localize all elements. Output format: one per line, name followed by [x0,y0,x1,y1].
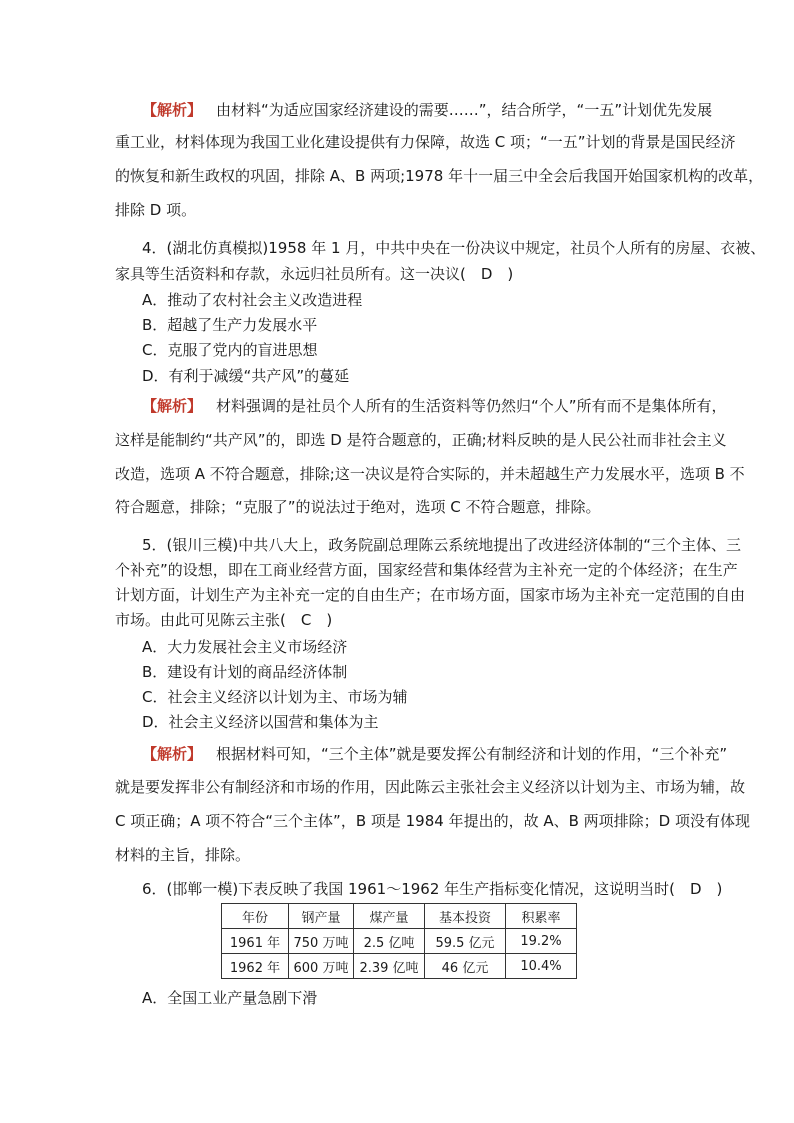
table-cell: 2.5 亿吨 [354,929,425,954]
analysis-4-line-4: 符合题意，排除；“克服了”的说法过于绝对，选项 C 不符合题意，排除。 [115,498,601,516]
analysis-5-line-2: 就是要发挥非公有制经济和市场的作用，因此陈云主张社会主义经济以计划为主、市场为辅，故 [115,778,746,796]
table-cell: 600 万吨 [289,954,354,979]
analysis-4-tag: 【解析】 [142,397,203,415]
question-5-stem-1: 5．(银川三模)中共八大上，政务院副总理陈云系统地提出了改进经济体制的“三个主体、三 [142,536,742,554]
analysis-5-line-1: 【解析】 根据材料可知，“三个主体”就是要发挥公有制经济和计划的作用，“三个补充” [142,745,728,763]
question-5-option-d: D．社会主义经济以国营和集体为主 [142,713,379,731]
table-cell: 2.39 亿吨 [354,954,425,979]
question-5-option-a: A．大力发展社会主义市场经济 [142,638,348,656]
question-6-option-a: A．全国工业产量急剧下滑 [142,989,318,1007]
table-header-cell: 基本投资 [425,904,506,929]
production-table [221,903,577,979]
question-6-stem: 6．(邯郸一模)下表反映了我国 1961～1962 年生产指标变化情况，这说明当时( D ) [142,880,723,898]
table-header-cell: 煤产量 [354,904,425,929]
analysis-3-line-3: 的恢复和新生政权的巩固，排除 A、B 两项;1978 年十一届三中全会后我国开始国家机构的改革， [115,167,764,185]
analysis-4-line-1: 【解析】 材料强调的是社员个人所有的生活资料等仍然归“个人”所有而不是集体所有， [142,397,727,415]
analysis-5-line-4: 材料的主旨，排除。 [115,846,251,864]
table-cell: 1961 年 [222,929,289,954]
question-4-option-b: B．超越了生产力发展水平 [142,316,318,334]
table-cell: 1962 年 [222,954,289,979]
question-4-stem-1: 4．(湖北仿真模拟)1958 年 1 月，中共中央在一份决议中规定，社员个人所有的房屋、衣被、 [142,239,766,257]
analysis-4-line-2: 这样是能制约“共产风”的，即选 D 是符合题意的，正确;材料反映的是人民公社而非社会主义 [115,431,727,449]
question-4-option-c: C．克服了党内的盲进思想 [142,341,318,359]
table-row [222,954,577,979]
table-cell: 59.5 亿元 [425,929,506,954]
table-row [222,929,577,954]
question-5-option-b: B．建设有计划的商品经济体制 [142,663,348,681]
analysis-5-line-3: C 项正确；A 项不符合“三个主体”，B 项是 1984 年提出的，故 A、B 两项排除；D 项没有体现 [115,812,750,830]
table-header-row [222,904,577,929]
question-5-option-c: C．社会主义经济以计划为主、市场为辅 [142,688,408,706]
table-cell: 46 亿元 [425,954,506,979]
question-5-stem-4: 市场。由此可见陈云主张( C ) [115,611,333,629]
analysis-3-line-1: 【解析】 由材料“为适应国家经济建设的需要……”，结合所学，“一五”计划优先发展 [142,101,713,119]
table-header-cell: 钢产量 [289,904,354,929]
table-cell: 10.4% [506,954,577,979]
analysis-3-tag: 【解析】 [142,101,203,119]
analysis-4-line-3: 改造，选项 A 不符合题意，排除;这一决议是符合实际的，并未超越生产力发展水平，选项 B 不 [115,465,745,483]
question-4-option-a: A．推动了农村社会主义改造进程 [142,291,363,309]
table-cell: 750 万吨 [289,929,354,954]
analysis-3-line-2: 重工业，材料体现为我国工业化建设提供有力保障，故选 C 项；“一五”计划的背景是国民经济 [115,133,736,151]
analysis-3-line-4: 排除 D 项。 [115,201,197,219]
table-header-cell: 积累率 [506,904,577,929]
question-4-stem-2: 家具等生活资料和存款，永远归社员所有。这一决议( D ) [115,265,514,283]
question-5-stem-3: 计划方面，计划生产为主补充一定的自由生产；在市场方面，国家市场为主补充一定范围的自由 [115,586,746,604]
table-cell: 19.2% [506,929,577,954]
question-4-option-d: D．有利于减缓“共产风”的蔓延 [142,367,350,385]
table-header-cell: 年份 [222,904,289,929]
question-5-stem-2: 个补充”的设想，即在工商业经营方面，国家经营和集体经营为主补充一定的个体经济；在生产 [115,561,738,579]
analysis-5-tag: 【解析】 [142,745,203,763]
